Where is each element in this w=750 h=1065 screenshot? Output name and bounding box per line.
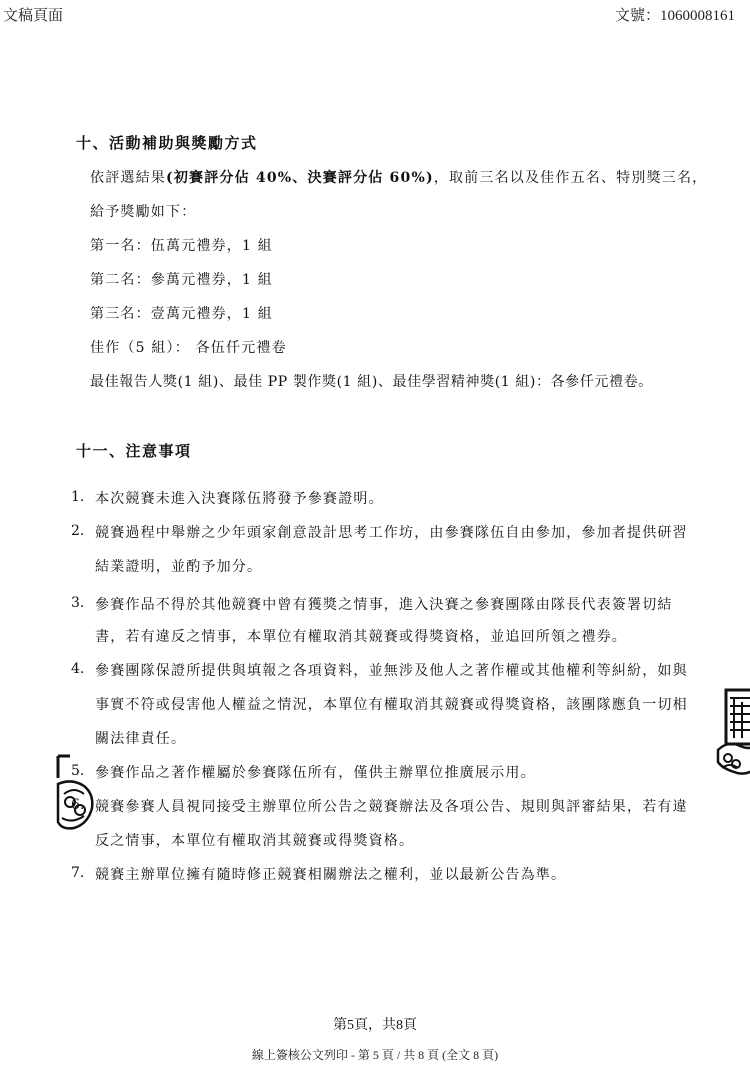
prize-third: 第三名：壹萬元禮券，1 組 <box>90 306 273 322</box>
prize-second: 第二名：參萬元禮券，1 組 <box>90 272 273 288</box>
official-seal-stamp-right <box>712 686 750 778</box>
item-number: 7. <box>71 865 85 881</box>
header-doc-number: 文號：1060008161 <box>614 8 735 24</box>
page-number: 第5頁，共8頁 <box>333 1018 417 1033</box>
prize-special: 最佳報告人獎(1 組)、最佳 PP 製作獎(1 組)、最佳學習精神獎(1 組)：各參仟元禮卷。 <box>90 374 653 390</box>
item-number: 2. <box>71 523 85 539</box>
intro-pre: 依評選結果 <box>90 170 166 186</box>
item-number: 4. <box>71 661 85 677</box>
notice-item-3-line-1: 參賽作品不得於其他競賽中曾有獲獎之情事，進入決賽之參賽團隊由隊長代表簽署切結 <box>95 597 673 613</box>
section10-intro-line2: 給予獎勵如下： <box>90 204 197 220</box>
notice-item-4-line-2: 事實不符或侵害他人權益之情況，本單位有權取消其競賽或得獎資格，該團隊應負一切相 <box>95 697 688 713</box>
notice-item-5-line-1: 參賽作品之著作權屬於參賽隊伍所有，僅供主辦單位推廣展示用。 <box>95 765 536 781</box>
prize-honorable: 佳作（5 組）： 各伍仟元禮卷 <box>90 340 287 356</box>
notice-item-4-line-1: 參賽團隊保證所提供與填報之各項資料，並無涉及他人之著作權或其他權利等糾紛，如與 <box>95 663 688 679</box>
notice-item-6-line-2: 反之情事，本單位有權取消其競賽或得獎資格。 <box>95 833 415 849</box>
notice-item-1-line-1: 本次競賽未進入決賽隊伍將發予參賽證明。 <box>95 491 384 507</box>
item-number: 1. <box>71 489 85 505</box>
item-number: 3. <box>71 595 85 611</box>
item-number: 6. <box>71 797 85 813</box>
intro-post: ，取前三名以及佳作五名、特別獎三名， <box>433 170 708 186</box>
notice-item-7-line-1: 競賽主辦單位擁有隨時修正競賽相關辦法之權利，並以最新公告為準。 <box>95 867 567 883</box>
print-footer: 線上簽核公文列印 - 第 5 頁 / 共 8 頁 (全文 8 頁) <box>251 1048 499 1062</box>
official-seal-stamp-left <box>56 754 96 834</box>
notice-item-6-line-1: 競賽參賽人員視同接受主辦單位所公告之競賽辦法及各項公告、規則與評審結果，若有違 <box>95 799 688 815</box>
section10-intro <box>90 168 707 188</box>
prize-first: 第一名：伍萬元禮券，1 組 <box>90 238 273 254</box>
section11-title: 十一、注意事項 <box>76 442 192 460</box>
header-doc-type: 文稿頁面 <box>3 8 64 24</box>
intro-weighting: (初賽評分佔 40%、決賽評分佔 60%) <box>166 170 434 186</box>
notice-item-2-line-1: 競賽過程中舉辦之少年頭家創意設計思考工作坊，由參賽隊伍自由參加，參加者提供研習 <box>95 525 688 541</box>
notice-item-2-line-2: 結業證明，並酌予加分。 <box>95 559 263 575</box>
item-number: 5. <box>71 763 85 779</box>
notice-item-4-line-3: 關法律責任。 <box>95 731 187 747</box>
notice-item-3-line-2: 書，若有違反之情事，本單位有權取消其競賽或得獎資格，並追回所領之禮券。 <box>95 629 627 645</box>
section10-title: 十、活動補助與獎勵方式 <box>76 134 258 152</box>
